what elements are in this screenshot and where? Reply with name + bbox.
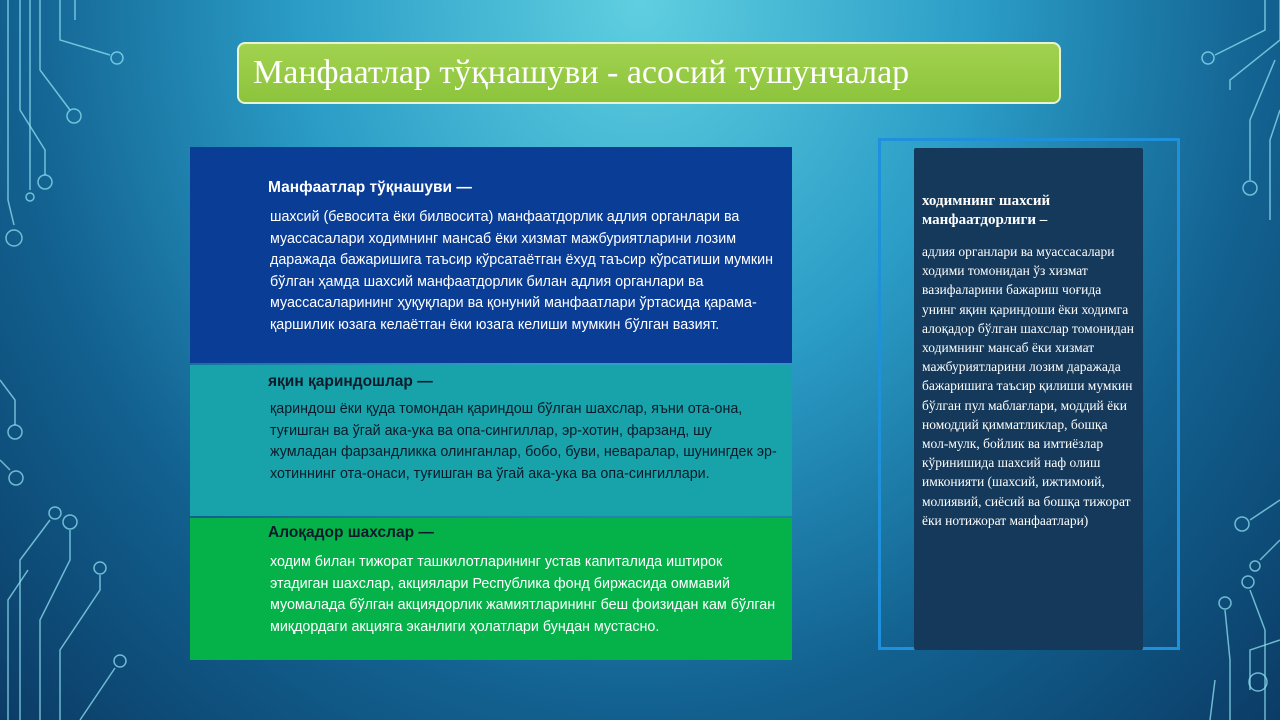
slide-title-box: [237, 42, 1061, 104]
side-panel-heading: ходимнинг шахсий манфаатдорлиги –: [922, 193, 1051, 228]
definition-block-conflict-of-interest: [190, 147, 792, 363]
definition-block-affiliated-persons: [190, 518, 792, 660]
definition-block-close-relatives: [190, 365, 792, 516]
side-panel-text: адлия органлари ва муассасалари ходими томонидан ўз хизмат вазифаларини бажариш чоғида унинг яқин қариндоши ёки ходимга алоқадор бўлган шахслар томонидан ходимнинг мансаб ёки хизмат мажбуриятларини лозим даражада бажаришига таъсир қилиши мумкин бўлган пул маблағлари, моддий ёки номоддий қимматликлар, бошқа мол-мулк, бойлик ва имтиёзлар кўринишида шахсий наф олиш имконияти (шахсий, ижтимоий, молиявий, сиёсий ва бошқа тижорат ёки нотижорат манфаатлари): [922, 244, 1135, 528]
definition-heading: Алоқадор шахслар —: [268, 524, 434, 541]
definition-text: қариндош ёки қуда томондан қариндош бўлган шахслар, яъни ота-она, туғишган ва ўгай ака-ука ва опа-сингиллар, эр-хотин, фарзанд, шу жумладан фарзандликка олинганлар, бобо, буви, неваралар, шунингдек эр-хотиннинг ота-онаси, туғишган ва ўгай ака-ука ва опа-сингиллари.: [270, 401, 777, 482]
side-panel-personal-interest: [914, 148, 1143, 650]
circuit-decoration-left: [0, 0, 150, 720]
definition-text: шахсий (бевосита ёки билвосита) манфаатдорлик адлия органлари ва муассасалари ходимнинг мансаб ёки хизмат мажбуриятларини лозим даражада бажаришига таъсир кўрсатаётган ёхуд таъсир кўрсатиши мумкин бўлган ҳамда шахсий манфаатдорлик билан адлия органлари ва муассасаларининг ҳуқуқлари ва қонуний манфаатлари ўртасида қарама-қаршилик юзага келаётган ёки юзага келиши мумкин бўлган вазият.: [270, 209, 774, 333]
definition-text: ходим билан тижорат ташкилотларининг устав капиталида иштирок этадиган шахслар, акциялари Республика фонд биржасида оммавий муомалада бўлган акциядорлик жамиятларининг беш фоизидан кам бўлган миқдордаги акцияга эканлиги ҳолатлари бундан мустасно.: [270, 554, 776, 635]
definition-heading: Манфаатлар тўқнашуви —: [268, 179, 472, 196]
slide-title: Манфаатлар тўқнашуви - асосий тушунчалар: [253, 54, 910, 91]
definition-heading: яқин қариндошлар —: [268, 373, 433, 390]
